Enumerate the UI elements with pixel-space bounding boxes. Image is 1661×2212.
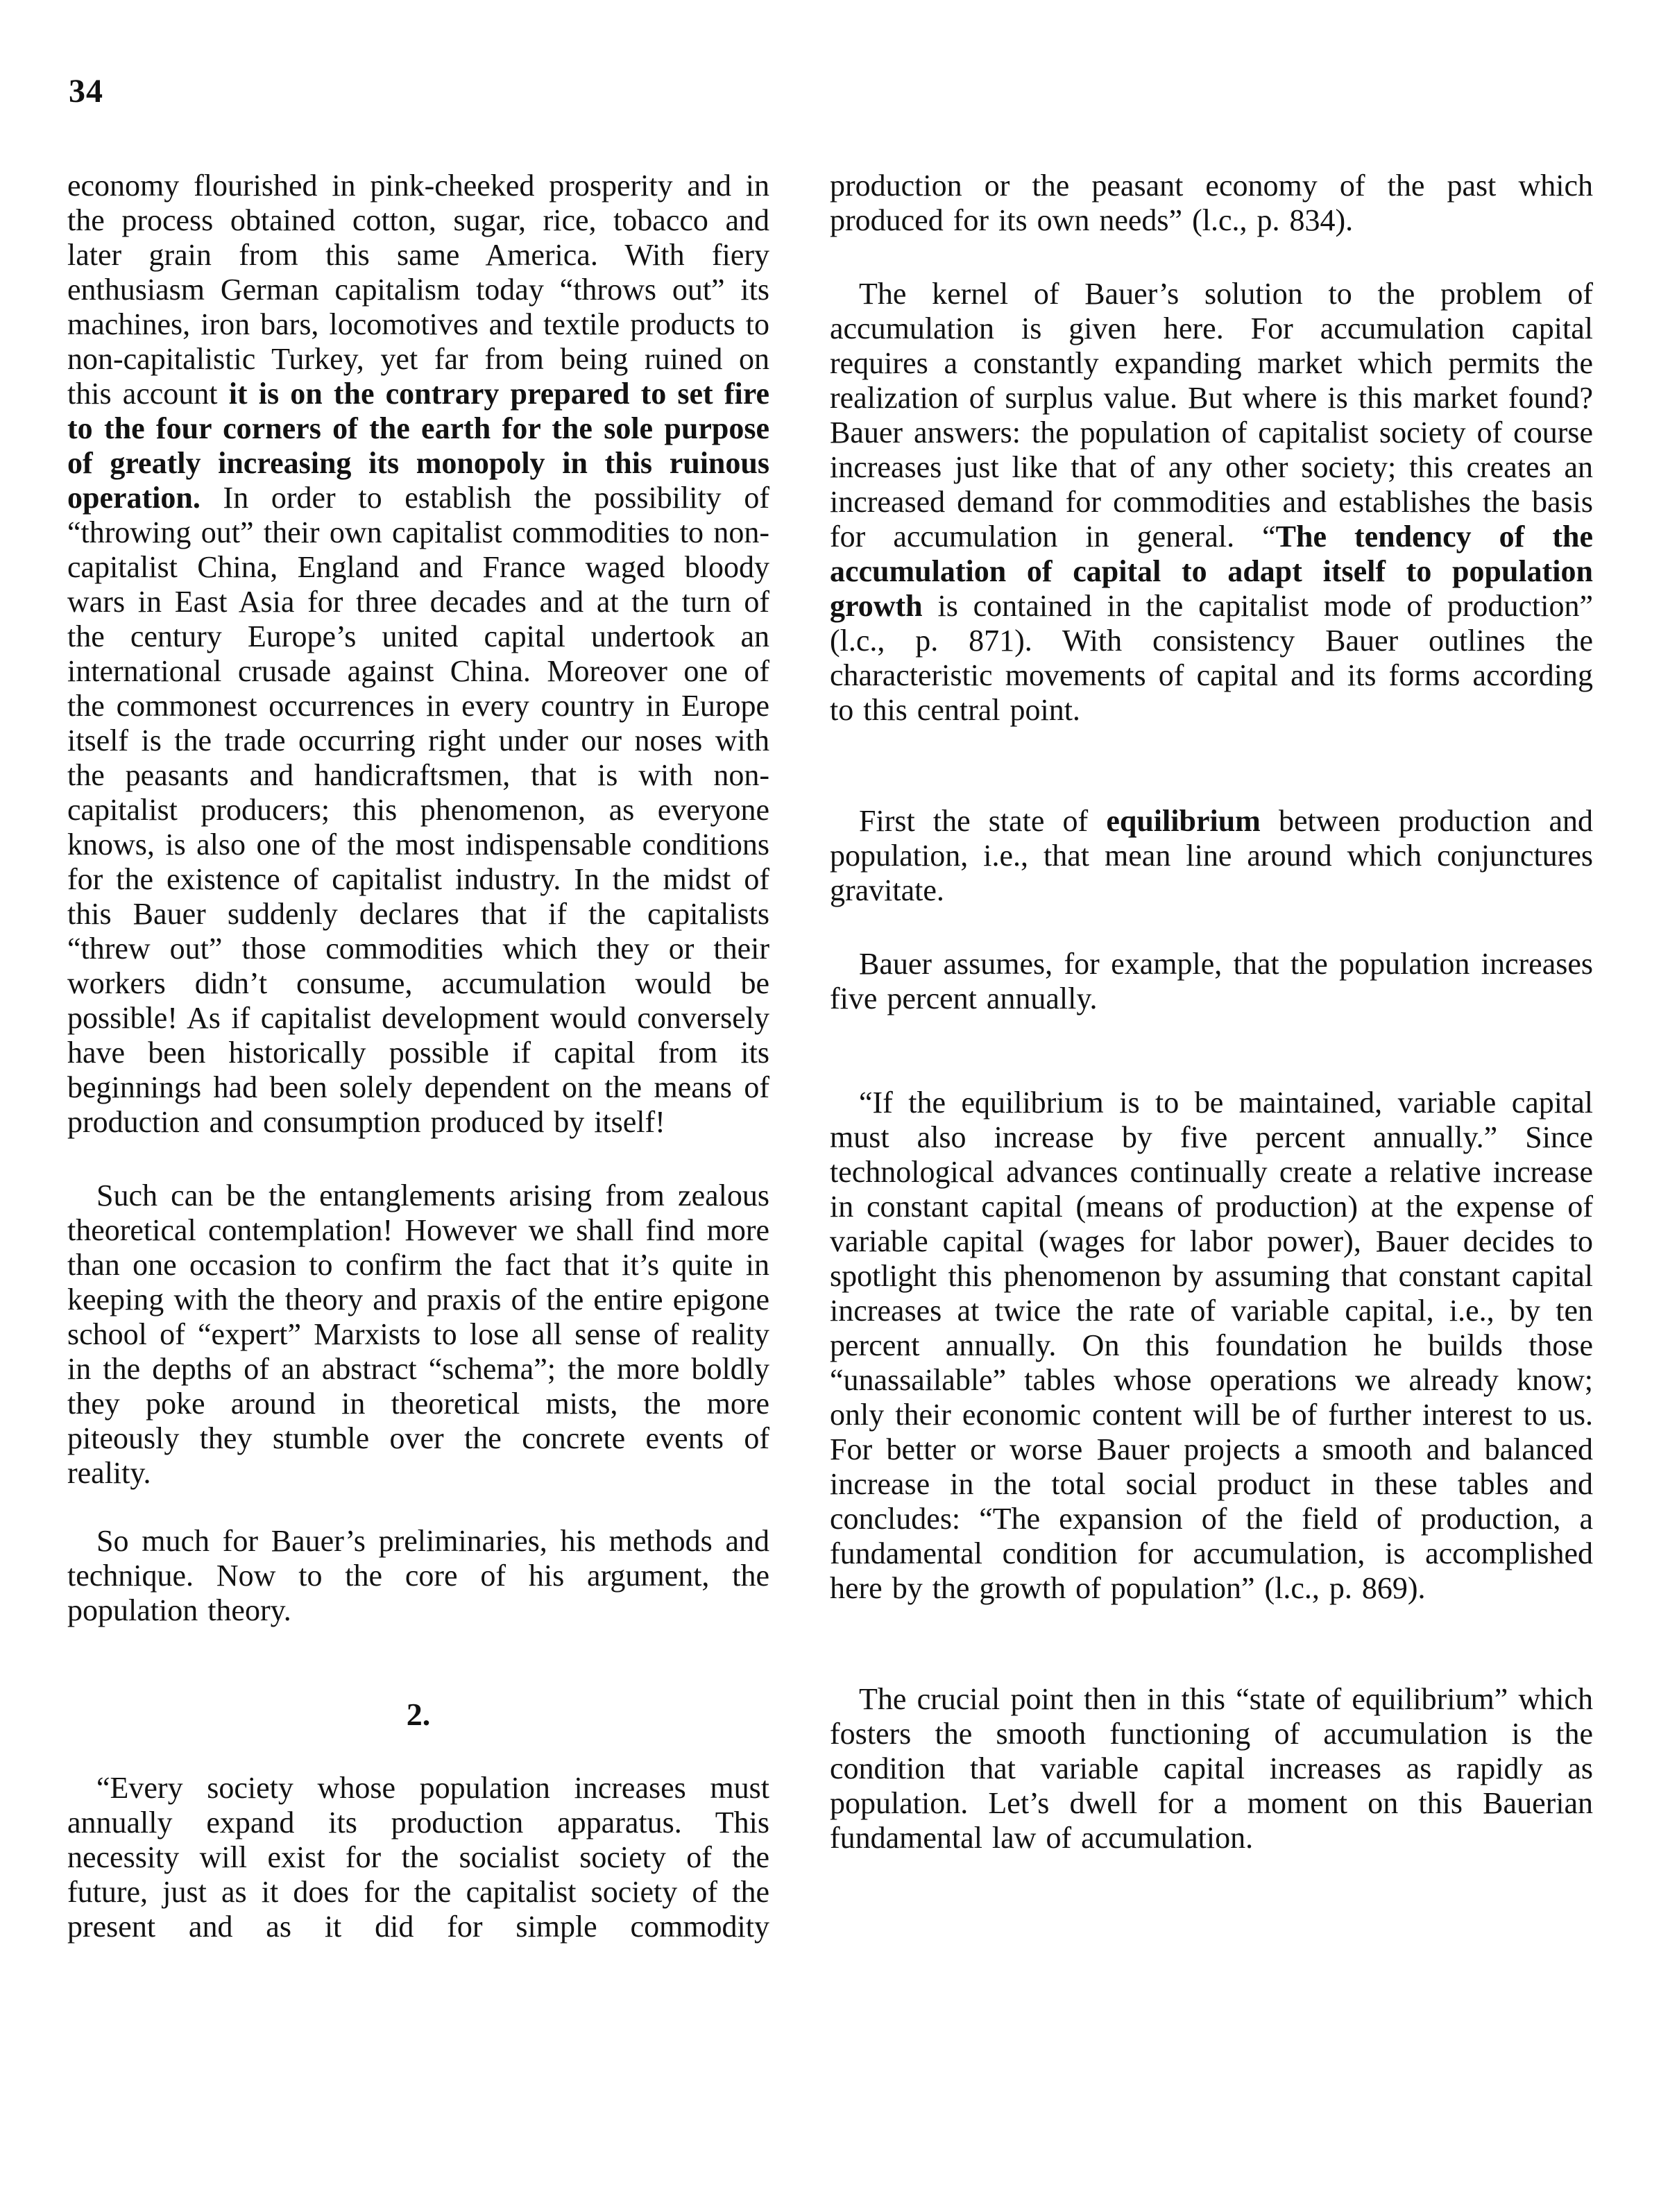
paragraph-bold-text: equilibrium — [1106, 804, 1261, 838]
paragraph-text: between production and population, i.e., that mean line around which conjunctures gravitate. — [830, 804, 1594, 907]
section-heading: 2. — [406, 1697, 431, 1732]
paragraph: So much for Bauer’s preliminaries, his methods and technique. Now to the core of his argument, the population theory. — [67, 1524, 769, 1627]
paragraph-text: economy flourished in pink-cheeked prosperity and in the process obtained cotton, sugar, rice, tobacco and later grain from this same America. With fiery enthusiasm German capitalism today “throws out” its machines, iron bars, locomotives and textile products to non-capitalistic Turkey, yet far from being ruined on this account — [67, 169, 769, 411]
paragraph-text: First the state of — [859, 804, 1107, 838]
paragraph — [830, 804, 1593, 908]
paragraph-text: is contained in the capitalist mode of production” (l.c., p. 871). With consistency Bauer outlines the characteristic movements of capital and its forms according to this central point. — [830, 589, 1593, 727]
paragraph-quote: “Every society whose population increases must annually expand its production apparatus. This necessity will exist for the socialist society of the future, just as it does for the capitalist society of the present and as it did for simple commodity — [67, 1771, 769, 1944]
paragraph-continued: production or the peasant economy of the past which produced for its own needs” (l.c., p. 834). — [830, 169, 1593, 237]
paragraph-quote: “If the equilibrium is to be maintained, variable capital must also increase by five percent annually.” Since technological advances continually create a relative increase in constant capital (means of production) at the expense of variable capital (wages for labor power), Bauer decides to spotlight this phenomenon by assuming that constant capital increases at twice the rate of variable capital, i.e., by ten percent annually. On this foundation he builds those “unassailable” tables whose operations we already know; only their economic content will be of further interest to us. For better or worse Bauer projects a smooth and balanced increase in the total social product in these tables and concludes: “The expansion of the field of production, a fundamental condition for accumulation, is accomplished here by the growth of population” (l.c., p. 869). — [830, 1086, 1593, 1605]
paragraph: Bauer assumes, for example, that the population increases five percent annually. — [830, 947, 1593, 1015]
paragraph-bold-text: it is on the contrary prepared to set fire to the four corners of the earth for the sole purpose of greatly increasing its monopoly in this ruinous operation. — [67, 377, 769, 515]
right-column — [830, 169, 1593, 1855]
left-column — [67, 169, 769, 1944]
page-number: 34 — [69, 73, 103, 110]
paragraph-text: The kernel of Bauer’s solution to the problem of accumulation is given here. For accumulation capital requires a constantly expanding market which permits the realization of surplus value. But where is this market found? Bauer answers: the population of capitalist society of course increases just like that of any other society; this creates an increased demand for commodities and establishes the basis for accumulation in general. “ — [830, 277, 1593, 554]
paragraph — [830, 277, 1593, 728]
paragraph-continued — [67, 169, 769, 1140]
paragraph: Such can be the entanglements arising from zealous theoretical contemplation! However we shall find more than one occasion to confirm the fact that it’s quite in keeping with the theory and praxis of the entire epigone school of “expert” Marxists to lose all sense of reality in the depths of an abstract “schema”; the more boldly they poke around in theoretical mists, the more piteously they stumble over the concrete events of reality. — [67, 1178, 769, 1490]
paragraph: The crucial point then in this “state of equilibrium” which fosters the smooth functioning of accumulation is the condition that variable capital increases as rapidly as population. Let’s dwell for a moment on this Bauerian fundamental law of accumulation. — [830, 1682, 1593, 1855]
paragraph-text: In order to establish the possibility of “throwing out” their own capitalist commodities to non-capitalist China, England and France waged bloody wars in East Asia for three decades and at the turn of the century Europe’s united capital undertook an international crusade against China. Moreover one of the commonest occurrences in every country in Europe itself is the trade occurring right under our noses with the peasants and handicraftsmen, that is with non-capitalist producers; this phenomenon, as everyone knows, is also one of the most indispensable conditions for the existence of capitalist industry. In the midst of this Bauer suddenly declares that if the capitalists “threw out” those commodities which they or their workers didn’t consume, accumulation would be possible! As if capitalist development would conversely have been historically possible if capital from its beginnings had been solely dependent on the means of production and consumption produced by itself! — [67, 481, 769, 1139]
paragraph-bold-text: The tendency of the accumulation of capital to adapt itself to population growth — [830, 520, 1593, 623]
